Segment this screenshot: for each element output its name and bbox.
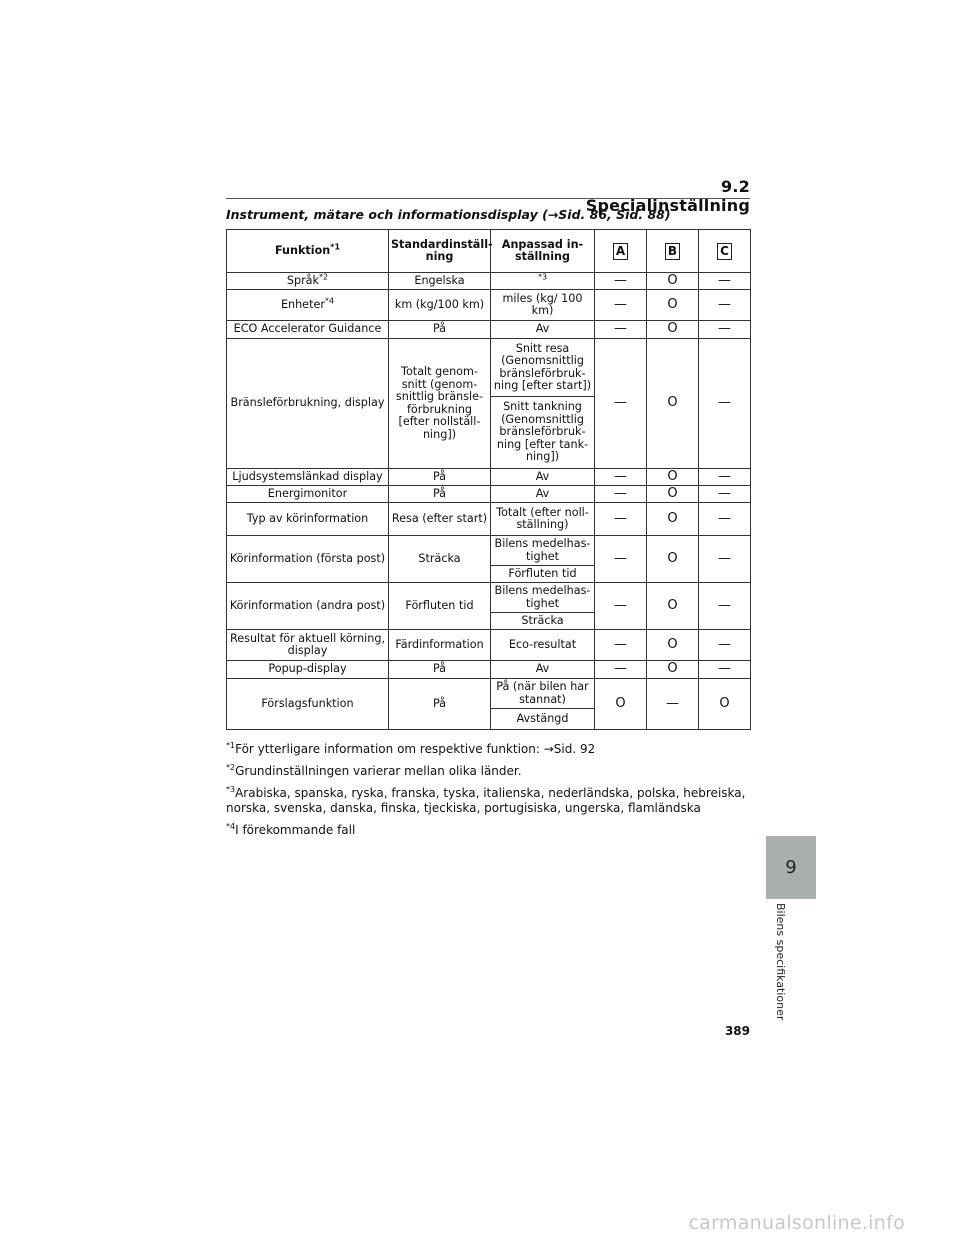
header-custom: Anpassad in-ställning <box>491 230 595 273</box>
header-default: Standardinställ-ning <box>389 230 491 273</box>
table-row: Typ av körinformation Resa (efter start) Totalt (efter noll-ställning) — O — <box>227 503 751 536</box>
watermark: carmanualsonline.info <box>688 1212 905 1234</box>
table-row: Förslagsfunktion På På (när bilen har stannat) O — O <box>227 679 751 709</box>
table-row: Energimonitor På Av — O — <box>227 486 751 503</box>
table-header-row <box>227 230 751 273</box>
header-c <box>699 230 751 273</box>
footnote-2: $^{*2}$Grundinställningen varierar mellan olika länder. <box>226 763 522 778</box>
table-row: Förfluten tid <box>227 566 751 583</box>
chapter-title: Bilens specifikationer <box>774 903 787 1021</box>
table-row: Avstängd <box>227 709 751 730</box>
footnote-4: $^{*4}$I förekommande fall <box>226 822 356 837</box>
table-row: ECO Accelerator Guidance På Av — O — <box>227 321 751 339</box>
table-row: Ljudsystemslänkad display På Av — O — <box>227 469 751 486</box>
footnotes <box>226 742 766 845</box>
table-row: Snitt tankning (Genomsnittlig bränsleförbruk-ning [efter tank-ning]) <box>227 397 751 469</box>
header-function: Funktion$^{*1}$ <box>227 230 389 273</box>
header-divider <box>226 198 750 199</box>
table-row: Bränsleförbrukning, display Totalt genom-snitt (genom-snittlig bränsle-förbrukning [efter nollställ-ning]) Snitt resa (Genomsnittlig bränsleförbruk-ning [efter start]) — O — <box>227 339 751 397</box>
table-row: Resultat för aktuell körning, display Färdinformation Eco-resultat — O — <box>227 630 751 661</box>
footnote-3: $^{*3}$Arabiska, spanska, ryska, franska, tyska, italienska, nederländska, polska, hebreiska, norska, svenska, danska, finska, tjeckiska, portugisiska, ungerska, flamländska <box>226 785 746 815</box>
table-row: Sträcka <box>227 613 751 630</box>
section-header: 9.2 Specialinställning <box>585 177 750 215</box>
table-row: Enheter$^{*4}$ km (kg/100 km) miles (kg/ 100 km) — O — <box>227 290 751 321</box>
footnote-1: $^{*1}$För ytterligare information om respektive funktion: →Sid. 92 <box>226 741 596 756</box>
chapter-tab: 9 <box>766 836 816 899</box>
section-title: Instrument, mätare och informationsdisplay (→Sid. 86, Sid. 88) <box>226 207 671 222</box>
table-row: Körinformation (första post) Sträcka Bilens medelhas-tighet — O — <box>227 536 751 566</box>
settings-table <box>226 229 751 730</box>
table-row: Popup-display På Av — O — <box>227 661 751 679</box>
letter-c-icon: C <box>717 243 732 260</box>
letter-b-icon: B <box>665 243 680 260</box>
letter-a-icon: A <box>613 243 628 260</box>
header-b <box>647 230 699 273</box>
header-a <box>595 230 647 273</box>
page-number: 389 <box>724 1024 750 1038</box>
table-row: Körinformation (andra post) Förfluten tid Bilens medelhas-tighet — O — <box>227 583 751 613</box>
table-row: Språk$^{*2}$ Engelska $^{*3}$ — O — <box>227 273 751 290</box>
